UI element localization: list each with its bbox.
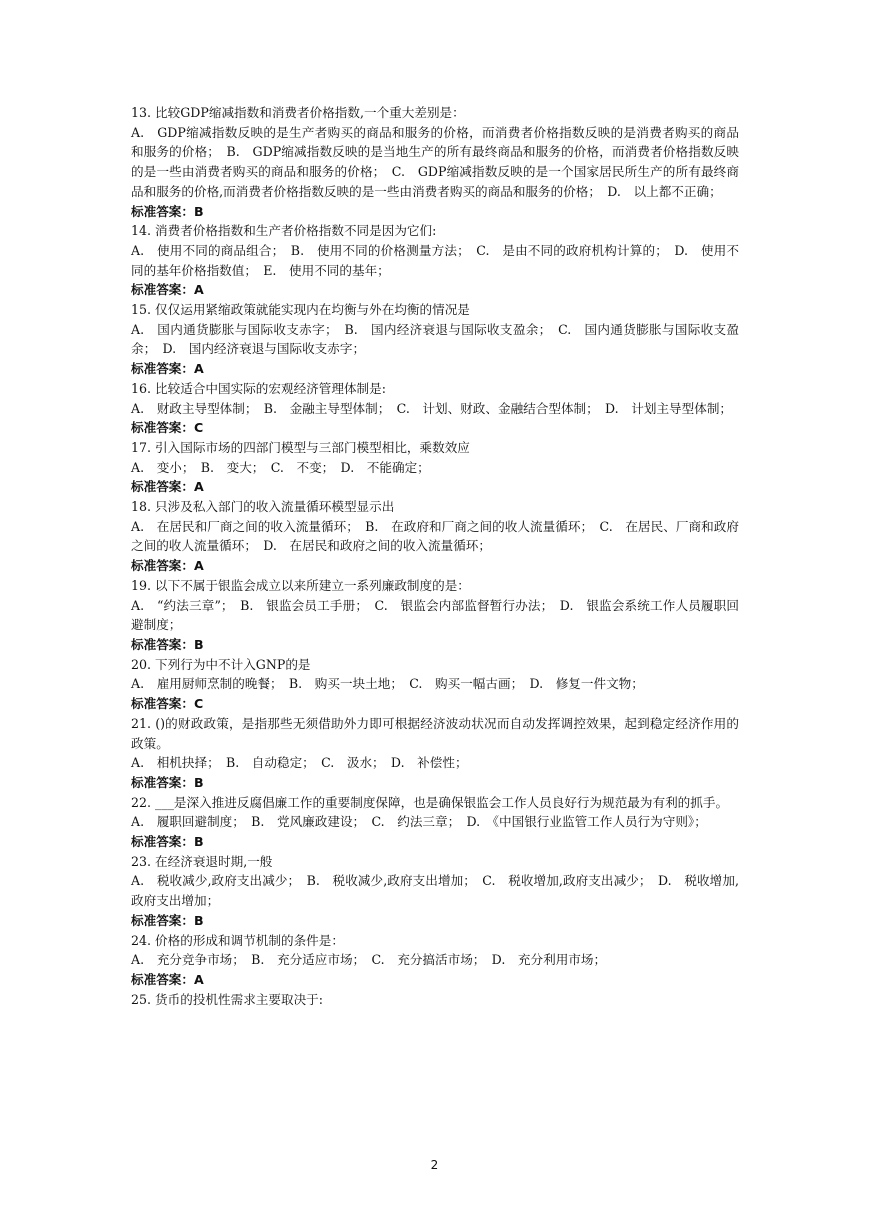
standard-answer: 标准答案：C: [131, 696, 204, 712]
standard-answer: 标准答案：B: [131, 636, 204, 652]
question-item: [131, 576, 739, 655]
standard-answer: 标准答案：A: [131, 361, 204, 377]
question-item: [131, 300, 739, 379]
question-item: [131, 221, 739, 300]
question-options: A. 在居民和厂商之间的收入流量循环； B. 在政府和厂商之间的收人流量循环； C. 在居民、厂商和政府之间的收人流量循环； D. 在居民和政府之间的收入流量循环；: [131, 518, 739, 554]
question-text: 20. 下列行为中不计入GNP的是: [131, 656, 311, 672]
standard-answer: 标准答案：A: [131, 558, 204, 574]
question-text: 22. ___是深入推进反腐倡廉工作的重要制度保障，也是确保银监会工作人员良好行为规范最为有利的抓手。: [131, 794, 729, 810]
standard-answer: 标准答案：B: [131, 774, 204, 790]
standard-answer: 标准答案：B: [131, 203, 204, 219]
question-item: [131, 714, 739, 793]
standard-answer: 标准答案：A: [131, 971, 204, 987]
question-item: [131, 793, 739, 852]
question-options: A. GDP缩减指数反映的是生产者购买的商品和服务的价格，而消费者价格指数反映的是消费者购买的商品和服务的价格； B. GDP缩减指数反映的是当地生产的所有最终商品和服务的价格，而消费者价格指数反映的是一些由消费者购买的商品和服务的价格； C. GDP缩减指数反映的是一个国家居民所生产的所有最终商品和服务的价格,而消费者价格指数反映的是一些由消费者购买的商品和服务的价格； D. 以上都不正确；: [131, 124, 739, 199]
standard-answer: 标准答案：B: [131, 834, 204, 850]
question-item: [131, 379, 739, 438]
page-number: 2: [430, 1158, 439, 1172]
question-text: 19. 以下不属于银监会成立以来所建立一系列廉政制度的是：: [131, 577, 470, 593]
document-body: [131, 103, 739, 1009]
question-options: A. 充分竞争市场； B. 充分适应市场； C. 充分搞活市场； D. 充分利用市场；: [131, 952, 607, 968]
question-options: A. “约法三章”； B. 银监会员工手册； C. 银监会内部监督暂行办法； D. 银监会系统工作人员履职回避制度；: [131, 597, 739, 633]
question-options: A. 税收减少,政府支出减少； B. 税收减少,政府支出增加； C. 税收增加,政府支出减少； D. 税收增加,政府支出增加；: [131, 873, 739, 909]
question-options: A. 使用不同的商品组合； B. 使用不同的价格测量方法； C. 是由不同的政府机构计算的； D. 使用不同的基年价格指数值； E. 使用不同的基年；: [131, 242, 739, 278]
question-text: 23. 在经济衰退时期,一般: [131, 853, 273, 869]
question-options: A. 相机抉择； B. 自动稳定； C. 汲水； D. 补偿性；: [131, 755, 468, 771]
question-options: A. 变小； B. 变大； C. 不变； D. 不能确定；: [131, 459, 430, 475]
question-options: A. 国内通货膨胀与国际收支赤字； B. 国内经济衰退与国际收支盈余； C. 国内通货膨胀与国际收支盈余； D. 国内经济衰退与国际收支赤字；: [131, 321, 739, 357]
question-text: 17. 引入国际市场的四部门模型与三部门模型相比，乘数效应: [131, 439, 470, 455]
standard-answer: 标准答案：A: [131, 479, 204, 495]
question-item: [131, 497, 739, 576]
question-item: [131, 103, 739, 221]
question-text: 21. ()的财政政策，是指那些无须借助外力即可根据经济波动状况而自动发挥调控效果，起到稳定经济作用的政策。: [131, 715, 739, 751]
standard-answer: 标准答案：A: [131, 282, 204, 298]
standard-answer: 标准答案：B: [131, 912, 204, 928]
question-options: A. 雇用厨师烹制的晚餐； B. 购买一块土地； C. 购买一幅古画； D. 修复一件文物；: [131, 676, 644, 692]
question-text: 18. 只涉及私入部门的收入流量循环模型显示出: [131, 499, 395, 515]
standard-answer: 标准答案：C: [131, 420, 204, 436]
question-text: 14. 消费者价格指数和生产者价格指数不同是因为它们:: [131, 223, 437, 239]
question-options: A. 财政主导型体制； B. 金融主导型体制； C. 计划、财政、金融结合型体制； D. 计划主导型体制；: [131, 400, 733, 416]
question-item: [131, 852, 739, 931]
question-text: 25. 货币的投机性需求主要取决于:: [131, 991, 323, 1007]
question-item: [131, 990, 739, 1010]
question-item: [131, 931, 739, 990]
question-options: A. 履职回避制度； B. 党风廉政建设； C. 约法三章； D. 《中国银行业监管工作人员行为守则》；: [131, 814, 707, 830]
question-item: [131, 438, 739, 497]
question-text: 16. 比较适合中国实际的宏观经济管理体制是:: [131, 380, 386, 396]
question-text: 13. 比较GDP缩减指数和消费者价格指数,一个重大差别是：: [131, 105, 465, 120]
question-item: [131, 655, 739, 714]
question-text: 24. 价格的形成和调节机制的条件是：: [131, 932, 344, 948]
question-text: 15. 仅仅运用紧缩政策就能实现内在均衡与外在均衡的情况是: [131, 302, 470, 318]
